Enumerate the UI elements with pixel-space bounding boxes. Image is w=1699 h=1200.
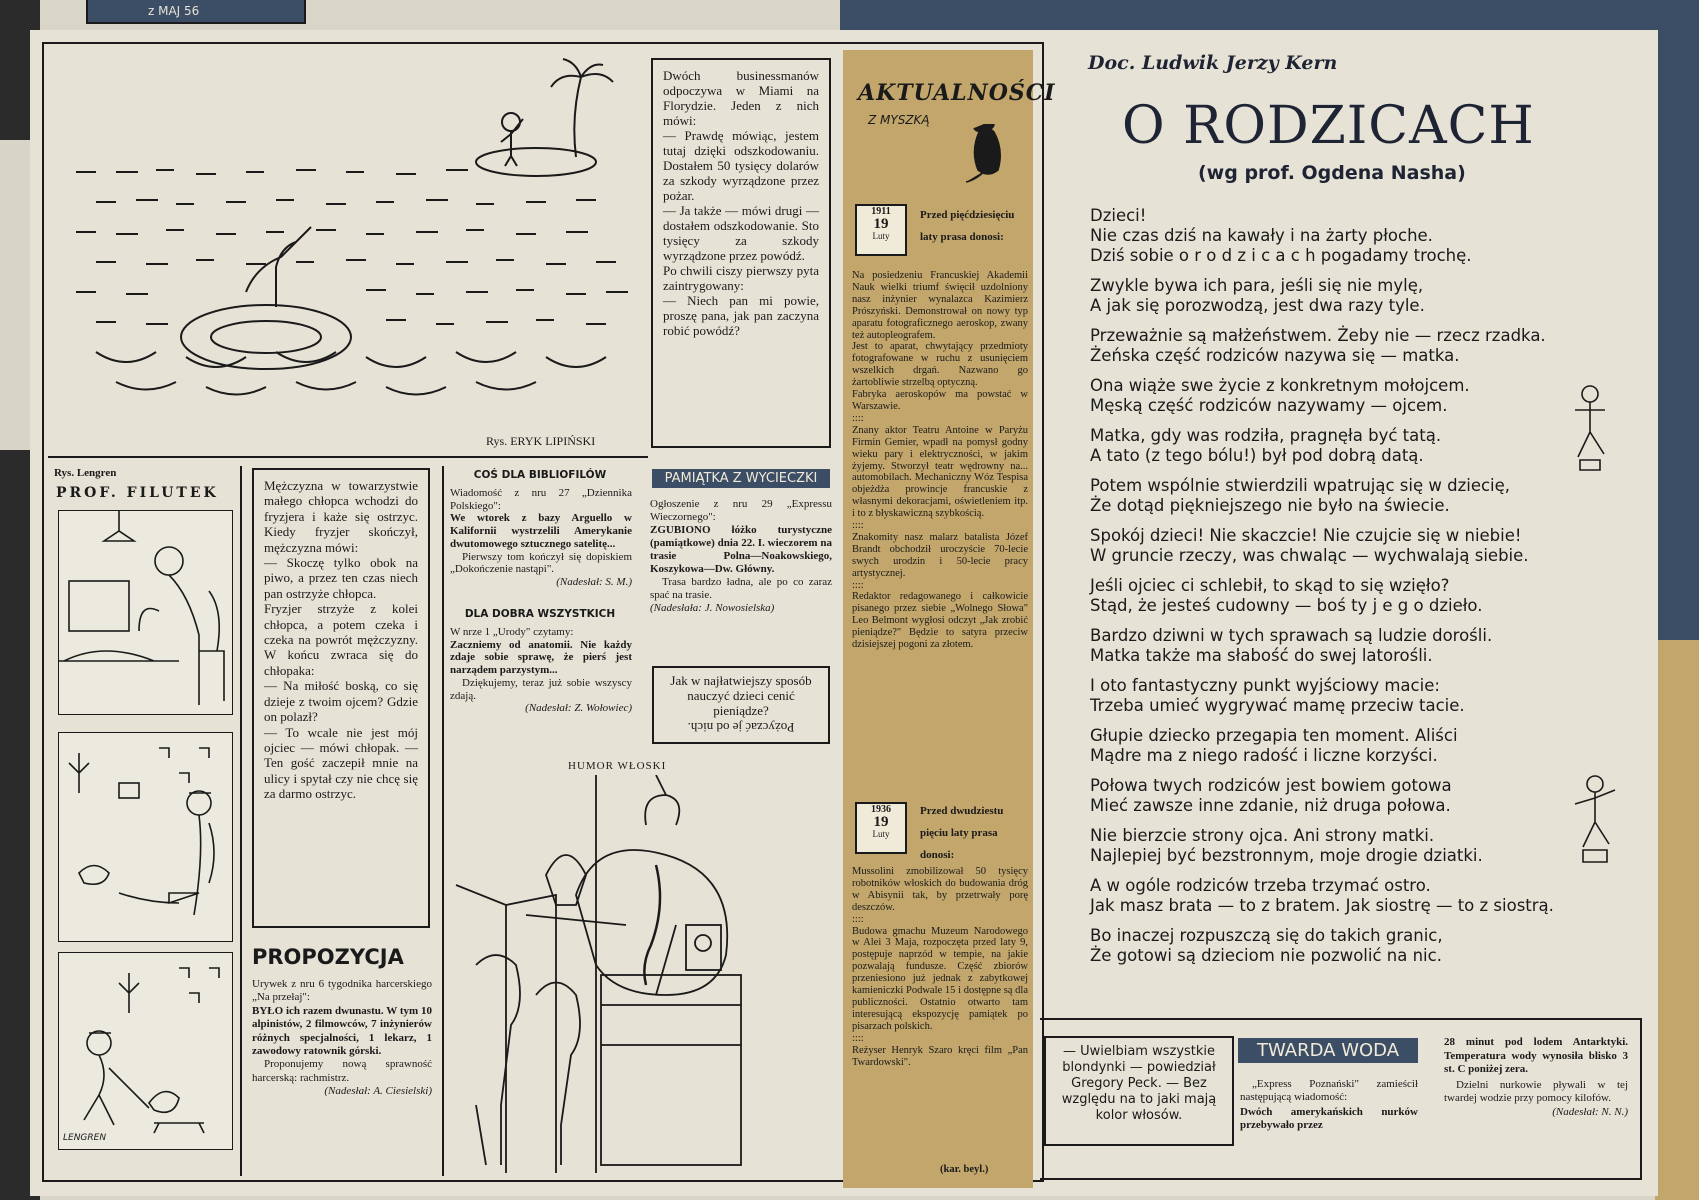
poem-stanza <box>1090 876 1610 916</box>
italian-humor-caption: HUMOR WŁOSKI <box>568 760 667 772</box>
right-blue-band <box>1655 0 1699 640</box>
poem-stanza <box>1090 926 1610 966</box>
item1-text: Na posiedzeniu Francuskiej Akademii Nauk wielki triumf święcił uzdolniony nasz inżynier wynalazca Kazimierz Prószyński. Demonstrował on nowy typ aparatu fotograficznego aeroskop, zwany też autopleografem. Jest to aparat, chwytający przedmioty fotografowane w ruchu z usunięciem wszelkich drgań. Nazwano go żartobliwie strzelbą optyczną. Fabryka aeroskopów ma powstać w Warszawie. :::: Znany aktor Teatru Antoine w Paryżu Firmin Gemier, wpadł na pomysł godny wieku pary i elektryczności, w jakim żyjemy. Stworzył teatr wędrowny na... automobilach. Mechaniczny Wóz Tespisa objeżdża prowincje francuskie z własnymi dekoracjami, oświetleniem itp. i to z błyskawiczną szybkością. :::: Znakomity nasz malarz batalista Józef Brandt obchodził uroczyście 70-lecie swych urodzin i 50-lecie pracy artystycznej. :::: Redaktor redagowanego i całkowicie pisanego przez siebie „Wolnego Słowa" Leo Belmont wygłosi odczyt „Jak zrobić pieniądze?" Będzie to satyra przeciw dzisiejszej pogoni za złotem. <box>852 270 1028 651</box>
money-answer: Pożyczać je od nich. <box>687 720 795 735</box>
aktualnosci-subtitle: Z MYSZKĄ <box>868 113 930 127</box>
item2-credit: (kar. beyl.) <box>940 1164 989 1175</box>
poem-line: Dzieci! <box>1090 206 1147 225</box>
hard-water-intro: „Express Poznański" zamieścił następującą wiadomość: <box>1240 1078 1418 1103</box>
date-year: 1911 <box>871 206 891 217</box>
hard-water-right <box>1444 1036 1628 1119</box>
filutek-credit: Rys. Lengren <box>54 467 117 479</box>
poem-stanza <box>1090 576 1610 616</box>
poem-line: Nie czas dziś na kawały i na żarty płoche. <box>1090 226 1433 245</box>
poem-line: Zwykle bywa ich para, jeśli się nie mylę, <box>1090 276 1424 295</box>
bibliofile-title: COŚ DLA BIBLIOFILÓW <box>473 469 607 481</box>
poem-stanza <box>1090 206 1610 266</box>
elephant-scene-drawing <box>446 775 834 1173</box>
for-all-intro: W nrze 1 „Urody" czytamy: <box>450 626 574 638</box>
poem-stanza <box>1090 426 1610 466</box>
right-ochre-band <box>1655 640 1699 1200</box>
island-cartoon <box>56 52 646 452</box>
poem-line: Spokój dzieci! Nie skaczcie! Nie czujcie się w niebie! <box>1090 526 1522 545</box>
souvenir-credit: (Nadesłała: J. Nowosielska) <box>650 602 775 614</box>
for-all-credit: (Nadesłał: Z. Wołowiec) <box>525 702 632 715</box>
poem-title: O RODZICACH <box>1122 96 1535 156</box>
poem-line: Matka, gdy was rodziła, pragnęła być tatą. <box>1090 426 1442 445</box>
for-all-title: DLA DOBRA WSZYSTKICH <box>464 608 616 620</box>
souvenir-title: PAMIĄTKA Z WYCIECZKI <box>652 469 830 488</box>
for-all-text: Dziękujemy, teraz już sobie wszyscy zdają. <box>450 676 632 702</box>
poem-line: Że gotowi są dzieciom nie pozwolić na nic. <box>1090 946 1442 965</box>
island-cartoon-credit: Rys. ERYK LIPIŃSKI <box>486 434 596 448</box>
proposal-credit: (Nadesłał: A. Ciesielski) <box>324 1085 432 1098</box>
date-day: 19 <box>873 814 889 830</box>
souvenir-quote: ZGUBIONO łóżko turystyczne (pamiątkowe) dnia 22. I. wieczorem na trasie Polna—Noakowskiego, Koszykowa—Dw. Główny. <box>650 524 832 575</box>
poem-line: Jak masz brata — to z bratem. Jak siostrę — to z siostrą. <box>1090 896 1554 915</box>
poem-line: Mieć zawsze inne zdanie, niż druga połowa. <box>1090 796 1451 815</box>
italian-humor-cartoon <box>446 775 836 1175</box>
barber-story-text: Mężczyzna w towarzystwie małego chłopca wchodzi do fryzjera i każe się ostrzyc. Kiedy fryzjer skończył, mężczyzna mówi: — Skoczę tylko obok na piwo, a przez ten czas niech pan ostrzyże chłopca. Fryzjer strzyże z kolei chłopca, a potem czeka i czeka na powrót mężczyzny. W końcu zwraca się do chłopaka: — Na miłość boską, co się dzieje z twoim ojcem? Gdzie on polazł? — To wcale nie jest mój ojciec — mówi chłopak. — Ten gość zaczepił mnie na ulicy i spytał czy nie chcę się za darmo ostrzyc. <box>264 478 418 802</box>
lengren-signature: LENGREN <box>63 1133 107 1143</box>
date-box-1911 <box>855 204 907 256</box>
poem-line: Nie bierzcie strony ojca. Ani strony matki. <box>1090 826 1435 845</box>
poem-line: Stąd, że jesteś cudowny — boś ty j e g o dzieło. <box>1090 596 1483 615</box>
date-month: Luty <box>872 231 890 241</box>
poem-line: Matka także ma słabość do swej latorośli. <box>1090 646 1433 665</box>
money-box <box>652 666 830 744</box>
poem-line: Najlepiej być bezstronnym, moje drogie dziatki. <box>1090 846 1483 865</box>
proposal-title: PROPOZYCJA <box>252 945 404 969</box>
filutek-panel-3 <box>58 952 233 1150</box>
barber-story-box <box>252 468 430 928</box>
proposal-quote: BYŁO ich razem dwunastu. W tym 10 alpinistów, 2 filmowców, 7 inżynierów różnych specjalności, 1 lekarz, 1 zawodowy ratownik górski. <box>252 1004 432 1058</box>
item1-heading: Przed pięćdziesięciu laty prasa donosi: <box>920 209 1015 243</box>
poem-line: Bardzo dziwni w tych sprawach są ludzie dorośli. <box>1090 626 1493 645</box>
poem-stanza <box>1090 526 1610 566</box>
dancing-kid-icon <box>1565 770 1625 880</box>
miami-story-text: Dwóch businessmanów odpoczywa w Miami na Florydzie. Jeden z nich mówi: — Prawdę mówiąc, jestem tutaj dzięki odszkodowaniu. Dostałem 50 tysięcy dolarów za szkody wyrządzone przez pożar. — Ja także — mówi drugi — dostałem odszkodowanie. Sto tysięcy za szkody wyrządzone przez powódź. Po chwili ciszy pierwszy pyta zaintrygowany: — Niech pan mi powie, proszę pana, jak pan zaczyna robić powódź? <box>663 68 819 338</box>
poem-line: A w ogóle rodziców trzeba trzymać ostro. <box>1090 876 1431 895</box>
filutek-title: PROF. FILUTEK <box>56 485 219 501</box>
poem-stanza <box>1090 776 1610 816</box>
poem-author: Doc. Ludwik Jerzy Kern <box>1088 52 1338 74</box>
poem-line: Męską część rodziców nazywamy — ojcem. <box>1090 396 1448 415</box>
poem-line: I oto fantastyczny punkt wyjściowy macie: <box>1090 676 1440 695</box>
hard-water-credit: (Nadesłał: N. N.) <box>1552 1105 1628 1118</box>
money-question: Jak w najłatwiejszy sposób nauczyć dzieci cenić pieniądze? <box>670 673 812 718</box>
date-year: 1936 <box>871 804 891 815</box>
poem-line: Połowa twych rodziców jest bowiem gotowa <box>1090 776 1452 795</box>
poem-line: Dziś sobie o r o d z i c a c h pogadamy trochę. <box>1090 246 1472 265</box>
proposal-intro: Urywek z nru 6 tygodnika harcerskiego „Na przełaj": <box>252 978 432 1004</box>
poem-stanza <box>1090 626 1610 666</box>
souvenir-intro: Ogłoszenie z nru 29 „Expressu Wieczornego": <box>650 498 832 523</box>
date-day: 19 <box>873 216 889 232</box>
bibliofile-body <box>450 487 632 589</box>
date-month: Luty <box>872 829 890 839</box>
filutek-divider <box>240 466 242 1176</box>
divider-under-cartoon <box>48 456 648 458</box>
poem-line: Jeśli ojciec ci schlebił, to skąd to się wzięło? <box>1090 576 1450 595</box>
poem-line: Bo inaczej rozpuszczą się do takich granic, <box>1090 926 1443 945</box>
poem-stanza <box>1090 276 1610 316</box>
aktualnosci-title: AKTUALNOŚCI <box>858 80 1056 106</box>
hard-water-left <box>1240 1078 1418 1132</box>
poem-line: Głupie dziecko przegapia ten moment. Aliści <box>1090 726 1458 745</box>
miami-story-box <box>651 58 831 448</box>
poem-line: Przeważnie są małżeństwem. Żeby nie — rzecz rzadka. <box>1090 326 1546 345</box>
street-scene-drawing <box>59 733 231 940</box>
masthead-corner: z MAJ 56 <box>86 0 306 24</box>
poem-line: Mądre ma z niego radość i liczne korzyści. <box>1090 746 1438 765</box>
poem-line: Żeńska część rodziców nazywa się — matka. <box>1090 346 1460 365</box>
bibliofile-quote: We wtorek z bazy Arguello w Kalifornii wystrzelili Amerykanie dwutomowego sztucznego satelitę... <box>450 512 632 550</box>
poem-stanza <box>1090 726 1610 766</box>
poem-line: Potem wspólnie stwierdzili wpatrując się w dziecię, <box>1090 476 1511 495</box>
bibliofile-text: Pierwszy tom kończył się dopiskiem „Dokończenie nastąpi". <box>450 550 632 576</box>
hard-water-quote-b: 28 minut pod lodem Antarktyki. Temperatura wody wynosiła blisko 3 st. C poniżej zera. <box>1444 1036 1628 1075</box>
poem-line: Że dotąd piękniejszego nie było na świecie. <box>1090 496 1450 515</box>
hard-water-quote-a: Dwóch amerykańskich nurków przebywało przez <box>1240 1106 1418 1131</box>
jumping-kid-icon <box>1560 380 1620 480</box>
poem-body <box>1090 206 1610 976</box>
blondes-box <box>1044 1036 1234 1146</box>
barber-scene-drawing <box>59 511 231 713</box>
for-all-quote: Zaczniemy od anatomii. Nie każdy zdaje sobie sprawę, że pierś jest narządem parzystym... <box>450 638 632 677</box>
item2-heading: Przed dwudziestu pięciu laty prasa donosi: <box>920 805 1004 861</box>
filutek-panel-2 <box>58 732 233 942</box>
souvenir-body <box>650 498 832 615</box>
souvenir-text: Trasa bardzo ładna, ale po co zaraz spać na trasie. <box>650 576 832 601</box>
for-all-body <box>450 626 632 715</box>
item2-text: Mussolini zmobilizował 50 tysięcy robotników włoskich do budowania dróg w Abisynii tak, by przetrwały porę deszczów. :::: Budowa gmachu Muzeum Narodowego w Alei 3 Maja, rozpoczęta przed laty 9, postępuje naprzód w tempie, na jakie pozwalają fundusze. Część zbiorów przeniesiono już jednak z zabytkowej kamieniczki Podwale 15 i dostępne są dla publiczności. Ostatnio otwarto tam interesującą ekspozycję pamiątek po pisarzach polskich. :::: Reżyser Henryk Szaro kręci film „Pan Twardowski". <box>852 866 1028 1068</box>
blondes-text: — Uwielbiam wszystkie blondynki — powiedział Gregory Peck. — Bez względu na to jaki mają kolor włosów. <box>1061 1044 1217 1123</box>
poem-stanza <box>1090 676 1610 716</box>
poem-line: Trzeba umieć wygrywać mamę przeciw tacie. <box>1090 696 1465 715</box>
bibliofile-credit: (Nadesłał: S. M.) <box>556 575 632 588</box>
proposal-body <box>252 978 432 1099</box>
sled-scene-drawing <box>59 953 231 1148</box>
bibliofile-intro: Wiadomość z nru 27 „Dziennika Polskiego": <box>450 487 632 512</box>
proposal-text: Proponujemy nową sprawność harcerską: rachmistrz. <box>252 1058 432 1084</box>
hard-water-title: TWARDA WODA <box>1238 1038 1418 1063</box>
island-cartoon-drawing <box>56 52 646 422</box>
poem-line: Ona wiąże swe życie z konkretnym mołojcem. <box>1090 376 1470 395</box>
poem-stanza <box>1090 826 1610 866</box>
poem-line: A tato (z tego bólu!) był pod dobrą datą. <box>1090 446 1424 465</box>
poem-stanza <box>1090 376 1610 416</box>
hard-water-text: Dzielni nurkowie pływali w tej twardej wodzie przy pomocy kilofów. <box>1444 1078 1628 1104</box>
poem-line: W gruncie rzeczy, was chwaląc — wychwalają siebie. <box>1090 546 1529 565</box>
proposal-divider <box>442 466 444 1176</box>
poem-stanza <box>1090 476 1610 516</box>
poem-stanza <box>1090 326 1610 366</box>
filutek-panel-1 <box>58 510 233 715</box>
mouse-icon <box>960 110 1010 185</box>
poem-line: A jak się porozwodzą, jest dwa razy tyle. <box>1090 296 1425 315</box>
poem-subtitle: (wg prof. Ogdena Nasha) <box>1198 162 1466 184</box>
date-box-1936 <box>855 802 907 854</box>
